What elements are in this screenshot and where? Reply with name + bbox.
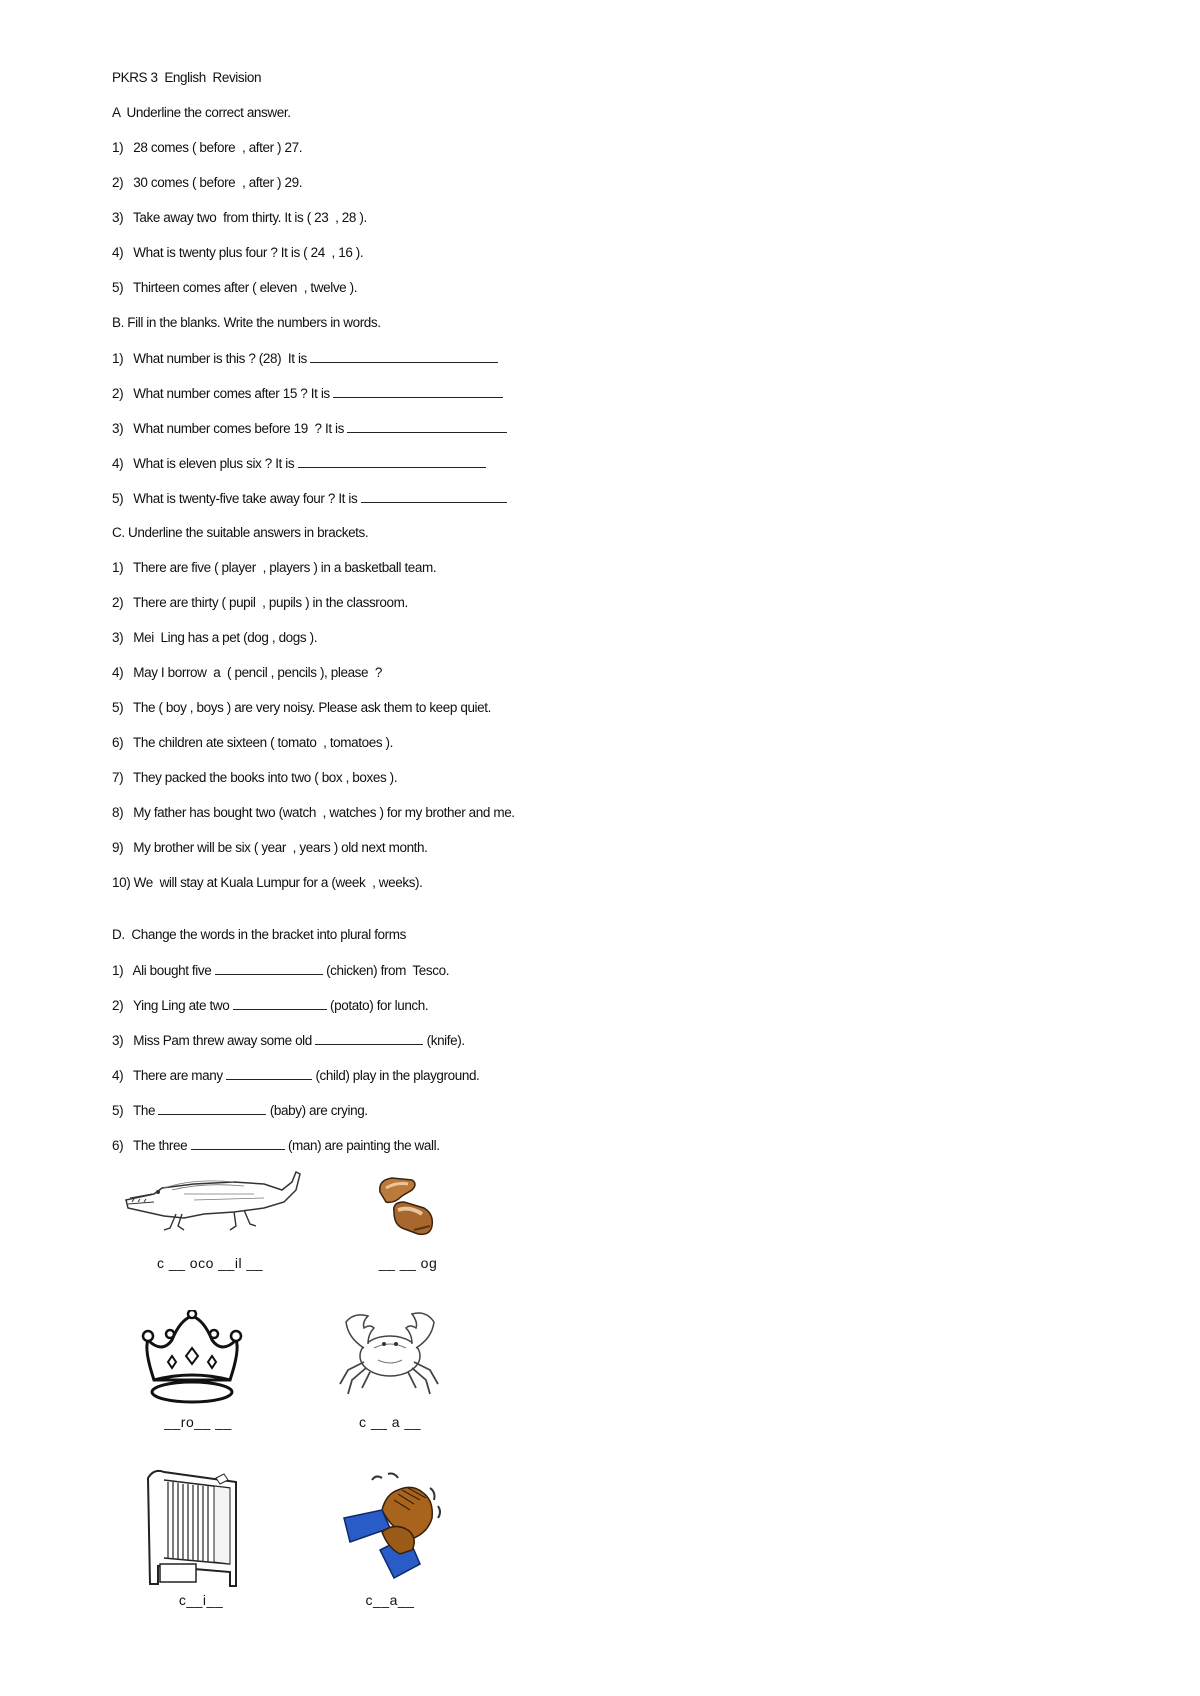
crown-picture bbox=[140, 1310, 246, 1406]
section-a-heading: A Underline the correct answer. bbox=[112, 105, 291, 120]
section-a-item-4: 4) What is twenty plus four ? It is ( 24 , 16 ). bbox=[112, 245, 364, 260]
crab-word: c __ a __ bbox=[358, 1414, 422, 1430]
crown-word: __ro__ __ bbox=[164, 1414, 232, 1430]
answer-blank[interactable] bbox=[226, 1066, 312, 1080]
section-a-item-5: 5) Thirteen comes after ( eleven , twelve ). bbox=[112, 280, 358, 295]
answer-blank[interactable] bbox=[315, 1031, 423, 1045]
section-c-item-7: 7) They packed the books into two ( box , boxes ). bbox=[112, 770, 398, 785]
section-b-heading: B. Fill in the blanks. Write the numbers in words. bbox=[112, 315, 381, 330]
answer-blank[interactable] bbox=[347, 419, 507, 433]
section-c-item-9: 9) My brother will be six ( year , years ) old next month. bbox=[112, 840, 428, 855]
section-d-item-4: 4) There are many (child) play in the playground. bbox=[112, 1068, 480, 1083]
section-a-item-3: 3) Take away two from thirty. It is ( 23 , 28 ). bbox=[112, 210, 367, 225]
section-c-item-2: 2) There are thirty ( pupil , pupils ) in the classroom. bbox=[112, 595, 408, 610]
answer-blank[interactable] bbox=[333, 384, 503, 398]
worksheet-title: PKRS 3 English Revision bbox=[112, 70, 262, 85]
answer-blank[interactable] bbox=[158, 1101, 266, 1115]
answer-blank[interactable] bbox=[310, 349, 498, 363]
section-a-item-2: 2) 30 comes ( before , after ) 29. bbox=[112, 175, 303, 190]
clog-word: __ __ og bbox=[378, 1255, 438, 1271]
clap-picture bbox=[342, 1470, 450, 1584]
section-c-item-6: 6) The children ate sixteen ( tomato , tomatoes ). bbox=[112, 735, 393, 750]
answer-blank[interactable] bbox=[215, 961, 323, 975]
crocodile-picture bbox=[124, 1168, 302, 1244]
section-c-item-1: 1) There are five ( player , players ) in a basketball team. bbox=[112, 560, 437, 575]
section-b-item-1: 1) What number is this ? (28) It is bbox=[112, 349, 498, 368]
section-a-item-1: 1) 28 comes ( before , after ) 27. bbox=[112, 140, 303, 155]
section-b-item-5: 5) What is twenty-five take away four ? It is bbox=[112, 489, 507, 508]
section-b-item-3: 3) What number comes before 19 ? It is bbox=[112, 419, 507, 438]
answer-blank[interactable] bbox=[191, 1136, 285, 1150]
crab-picture bbox=[334, 1304, 448, 1400]
clap-word: c__a__ bbox=[365, 1592, 415, 1608]
section-d-item-2: 2) Ying Ling ate two (potato) for lunch. bbox=[112, 998, 429, 1013]
section-d-item-6: 6) The three (man) are painting the wall. bbox=[112, 1138, 440, 1153]
section-c-item-5: 5) The ( boy , boys ) are very noisy. Please ask them to keep quiet. bbox=[112, 700, 491, 715]
section-c-item-4: 4) May I borrow a ( pencil , pencils ), please ? bbox=[112, 665, 382, 680]
answer-blank[interactable] bbox=[361, 489, 507, 503]
crib-picture bbox=[144, 1466, 242, 1588]
answer-blank[interactable] bbox=[298, 454, 486, 468]
section-c-item-10: 10) We will stay at Kuala Lumpur for a (week , weeks). bbox=[112, 875, 423, 890]
section-b-item-4: 4) What is eleven plus six ? It is bbox=[112, 454, 486, 473]
crocodile-word: c __ oco __il __ bbox=[156, 1255, 264, 1271]
clog-picture bbox=[372, 1174, 440, 1240]
section-c-item-8: 8) My father has bought two (watch , watches ) for my brother and me. bbox=[112, 805, 515, 820]
section-d-heading: D. Change the words in the bracket into plural forms bbox=[112, 927, 406, 942]
section-c-item-3: 3) Mei Ling has a pet (dog , dogs ). bbox=[112, 630, 318, 645]
section-d-item-5: 5) The (baby) are crying. bbox=[112, 1103, 368, 1118]
section-b-item-2: 2) What number comes after 15 ? It is bbox=[112, 384, 503, 403]
section-d-item-3: 3) Miss Pam threw away some old (knife). bbox=[112, 1033, 465, 1048]
crib-word: c__i__ bbox=[178, 1592, 224, 1608]
section-c-heading: C. Underline the suitable answers in brackets. bbox=[112, 525, 369, 540]
answer-blank[interactable] bbox=[233, 996, 327, 1010]
section-d-item-1: 1) Ali bought five (chicken) from Tesco. bbox=[112, 963, 450, 978]
